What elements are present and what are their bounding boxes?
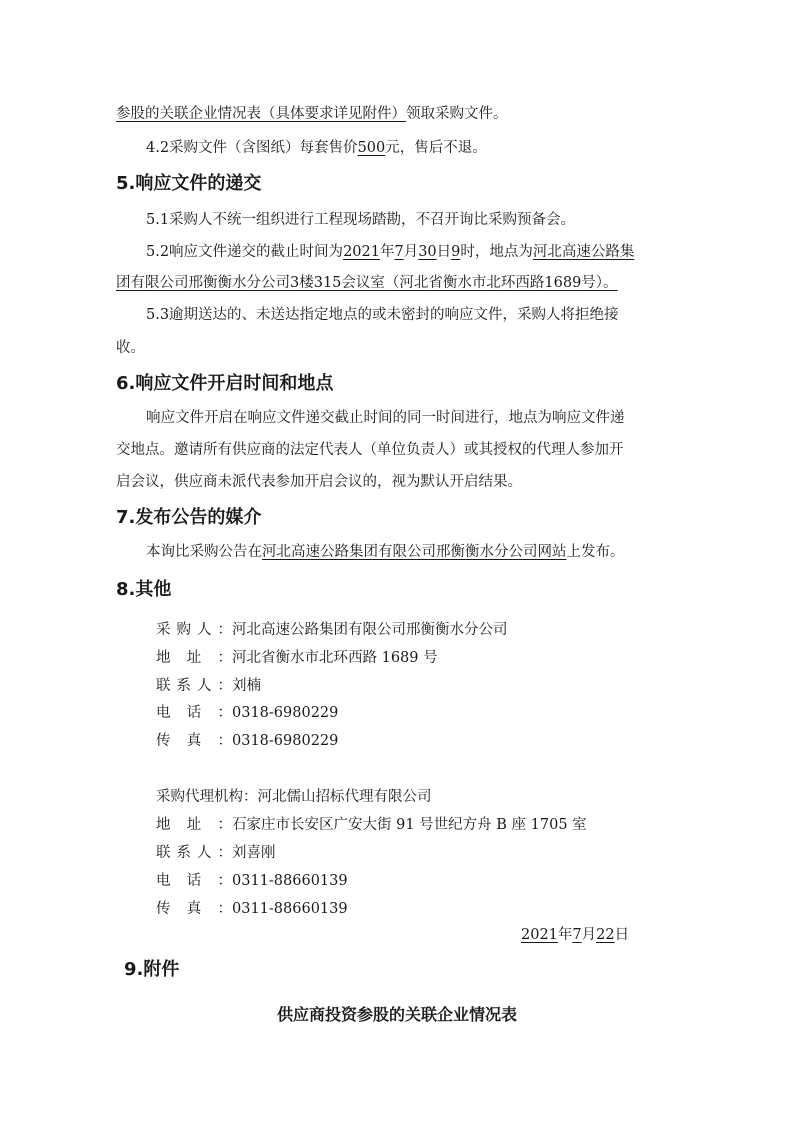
buyer-row: 采购人：河北高速公路集团有限公司邢衡衡水分公司 <box>156 622 508 638</box>
section5-p51: 5.1采购人不统一组织进行工程现场踏勘，不召开询比采购预备会。 <box>146 212 576 228</box>
section5-p52-line1: 5.2响应文件递交的截止时间为2021年7月30日9时，地点为河北高速公路集 <box>146 244 635 260</box>
agency-row: 传真：0311-88660139 <box>156 901 348 917</box>
section4-p42: 4.2采购文件（含图纸）每套售价500元，售后不退。 <box>146 140 487 156</box>
buyer-row: 电话：0318-6980229 <box>156 705 339 721</box>
attachment-title: 供应商投资参股的关联企业情况表 <box>276 1005 517 1024</box>
section7-line: 本询比采购公告在河北高速公路集团有限公司邢衡衡水分公司网站上发布。 <box>146 544 625 560</box>
section5-p53-line2: 收。 <box>116 340 145 356</box>
section5-heading: 5.响应文件的递交 <box>116 173 262 194</box>
section6-line3: 启会议，供应商未派代表参加开启会议的，视为默认开启结果。 <box>116 474 522 490</box>
section6-line1: 响应文件开启在响应文件递交截止时间的同一时间进行，地点为响应文件递 <box>146 410 625 426</box>
buyer-row: 地址：河北省衡水市北环西路 1689 号 <box>156 650 438 666</box>
buyer-row: 联系人：刘楠 <box>156 678 261 694</box>
agency-row: 联系人：刘喜刚 <box>156 845 276 861</box>
section7-heading: 7.发布公告的媒介 <box>116 507 262 528</box>
section9-heading: 9.附件 <box>124 959 180 980</box>
section5-p53-line1: 5.3逾期送达的、未送达指定地点的或未密封的响应文件，采购人将拒绝接 <box>146 307 619 323</box>
section4-line1: 参股的关联企业情况表（具体要求详见附件）领取采购文件。 <box>116 106 508 122</box>
agency-row: 电话：0311-88660139 <box>156 873 348 889</box>
section6-heading: 6.响应文件开启时间和地点 <box>116 373 334 394</box>
signature-date: 2021年7月22日 <box>521 927 630 943</box>
agency-row: 地址：石家庄市长安区广安大街 91 号世纪方舟 B 座 1705 室 <box>156 817 587 833</box>
buyer-row: 传真：0318-6980229 <box>156 733 339 749</box>
section6-line2: 交地点。邀请所有供应商的法定代表人（单位负责人）或其授权的代理人参加开 <box>116 442 624 458</box>
section8-heading: 8.其他 <box>116 579 172 600</box>
agency-row: 采购代理机构：河北儒山招标代理有限公司 <box>156 789 432 805</box>
section5-p52-line2: 团有限公司邢衡衡水分公司3楼315会议室（河北省衡水市北环西路1689号）。 <box>116 275 618 291</box>
